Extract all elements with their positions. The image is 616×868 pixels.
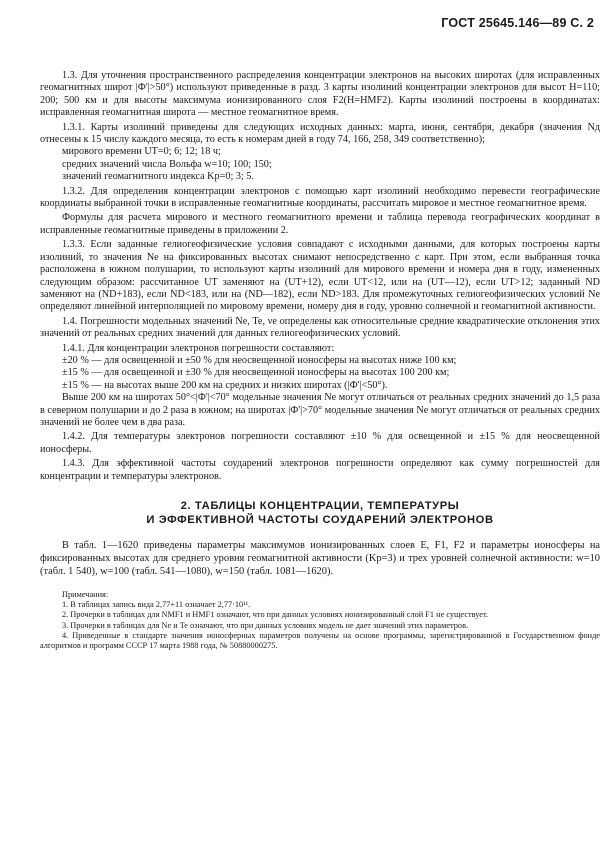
note-3: 3. Прочерки в таблицах для Ne и Te означают, что при данных условиях модель не дает значений этих параметров. [62, 620, 469, 630]
section-2-paragraph: В табл. 1—1620 приведены параметры максимумов ионизированных слоев E, F1, F2 и параметры ионосферы на фиксированных высотах для среднего уровня геомагнитной активности (Kp=3) и трех уровней солнечной активности: w=10 (табл. 1 540), w=100 (табл. 541—1080), w=150 (табл. 1081—1620). [40, 540, 600, 577]
paragraph-high-latitudes: Выше 200 км на широтах 50°<|Ф'|<70° модельные значения Ne могут отличаться от реальных средних значений до 1,5 раза в северном полушарии и до 2 раза в южном; на широтах |Ф'|>70° модельные значения Ne могут отличаться от реальных средних значений не более чем в два раза. [40, 392, 600, 428]
paragraph-formulas: Формулы для расчета мирового и местного геомагнитного времени и таблица перевода географических координат в исправленные геомагнитные приведены в приложении 2. [40, 212, 600, 236]
param-ut: мирового времени UT=0; 6; 12; 18 ч; [62, 146, 221, 158]
param-wolf: средних значений числа Вольфа w=10; 100; 150; [62, 158, 272, 170]
document-body [40, 70, 600, 651]
error-line-1: ±20 % — для освещенной и ±50 % для неосвещенной ионосферы на высотах ниже 100 км; [62, 354, 457, 366]
paragraph-1-4-3: 1.4.3. Для эффективной частоты соударений электронов погрешности определяют как сумму погрешностей для концентрации и температуры электронов. [40, 458, 600, 482]
paragraph-1-3: 1.3. Для уточнения пространственного распределения концентрации электронов на высоких широтах (для исправленных геомагнитных широт |Ф'|>50°) используют приведенные в разд. 3 карты изолиний концентрации электронов для высот H=110; 200; 500 км и для высоты максимума ионизированного слоя F2(H=HMF2). Карты изолиний построены в координатах: исправленная геомагнитная широта — местное геомагнитное время. [40, 70, 600, 119]
notes-block [40, 590, 600, 651]
section-title-line-1: 2. ТАБЛИЦЫ КОНЦЕНТРАЦИИ, ТЕМПЕРАТУРЫ [180, 500, 460, 512]
paragraph-1-3-1: 1.3.1. Карты изолиний приведены для следующих исходных данных: марта, июня, сентября, декабря (значения Nд отнесены к 15 числу каждого месяца, то есть к номерам дней в году 74, 166, 258, 349 соответственно); [40, 121, 600, 146]
paragraph-1-4-2: 1.4.2. Для температуры электронов погрешности составляют ±10 % для освещенной и ±15 % для неосвещенной ионосферы. [40, 431, 600, 455]
section-title-line-2: И ЭФФЕКТИВНОЙ ЧАСТОТЫ СОУДАРЕНИЙ ЭЛЕКТРОНОВ [146, 514, 494, 526]
notes-heading: Примечания: [62, 590, 109, 599]
paragraph-1-3-3: 1.3.3. Если заданные гелиогеофизические условия совпадают с исходными данными, для которых построены карты изолиний, то значения Ne на фиксированных высотах снимают непосредственно с карт. При этом, если выбранная точка расположена в южном полушарии, то используют карты изолиний для мирового времени и номера дня в году, измененных следующим образом: рассчитанное UT заменяют на (UT+12), если UT<12, или на (UT—12), если UT>12; заданный ND заменяют на (ND+183), если ND<183, или на (ND—182), если ND>183. Для промежуточных гелиогеофизических условий Ne определяют линейной интерполяцией по мировому времени, номеру дня в году, уровню солнечной и геомагнитной активности. [40, 239, 600, 313]
param-kp: значений геомагнитного индекса Kp=0; 3; 5. [62, 171, 254, 183]
page-header: ГОСТ 25645.146—89 С. 2 [441, 16, 594, 30]
paragraph-1-4: 1.4. Погрешности модельных значений Ne, Te, νe определены как относительные средние квадратические отклонения этих значений от реальных средних значений для данных гелиогеофизических условий. [40, 315, 600, 340]
paragraph-1-3-2: 1.3.2. Для определения концентрации электронов с помощью карт изолиний необходимо перевести географические координаты выбранной точки в исправленные геомагнитные координаты, рассчитать мировое и местное геомагнитное время. [40, 185, 600, 210]
paragraph-1-4-1: 1.4.1. Для концентрации электронов погрешности составляют: [62, 342, 335, 354]
note-4: 4. Приведенные в стандарте значения ионосферных параметров получены на основе программы, зарегистрированной в Государственном фонде алгоритмов и программ СССР 17 марта 1988 года, № 50880000275. [40, 630, 600, 651]
section-2-title [40, 499, 600, 527]
note-2: 2. Прочерки в таблицах для NMF1 и HMF1 означают, что при данных условиях ионизированный слой F1 не существует. [62, 610, 489, 620]
note-1: 1. В таблицах запись вида 2,77+11 означает 2,77·10¹¹. [62, 600, 251, 610]
error-line-3: ±15 % — на высотах выше 200 км на средних и низких широтах (|Ф'|<50°). [62, 379, 388, 391]
error-line-2: ±15 % — для освещенной и ±30 % для неосвещенной ионосферы на высотах 100 200 км; [62, 367, 450, 379]
